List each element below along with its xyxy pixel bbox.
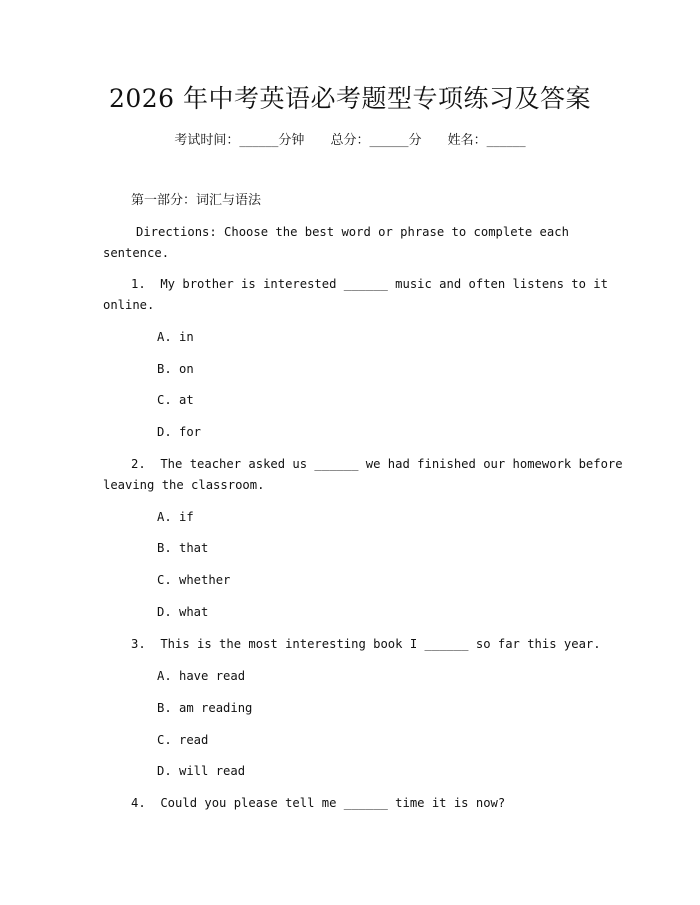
question-1-option-b: B. on <box>157 362 194 376</box>
question-3-option-d: D. will read <box>157 764 246 778</box>
question-2-text-continued: leaving the classroom. <box>103 478 265 492</box>
question-1-option-c: C. at <box>157 393 194 407</box>
question-1-text-continued: online. <box>103 298 155 312</box>
question-2-option-b: B. that <box>157 541 209 555</box>
question-2-option-a: A. if <box>157 510 194 524</box>
question-3-option-b: B. am reading <box>157 701 253 715</box>
student-name-label: 姓名：______ <box>447 133 526 148</box>
exam-time-label: 考试时间：______分钟 <box>174 133 305 148</box>
question-2-option-c: C. whether <box>157 573 231 587</box>
directions-text: Directions: Choose the best word or phrase to complete each <box>136 225 569 239</box>
question-1-option-a: A. in <box>157 330 194 344</box>
page-title: 2026 年中考英语必考题型专项练习及答案 <box>108 84 592 113</box>
question-3-option-a: A. have read <box>157 669 246 683</box>
section-heading: 第一部分：词汇与语法 <box>131 193 262 208</box>
exam-info-row <box>0 131 700 151</box>
directions-text-continued: sentence. <box>103 246 170 260</box>
question-2-text: 2. The teacher asked us ______ we had finished our homework before <box>131 457 623 471</box>
total-score-label: 总分：______分 <box>330 133 422 148</box>
question-3-text: 3. This is the most interesting book I ______ so far this year. <box>131 637 601 651</box>
question-1-text: 1. My brother is interested ______ music and often listens to it <box>131 277 608 291</box>
question-3-option-c: C. read <box>157 733 209 747</box>
question-4-text: 4. Could you please tell me ______ time it is now? <box>131 796 506 810</box>
question-2-option-d: D. what <box>157 605 209 619</box>
question-1-option-d: D. for <box>157 425 202 439</box>
